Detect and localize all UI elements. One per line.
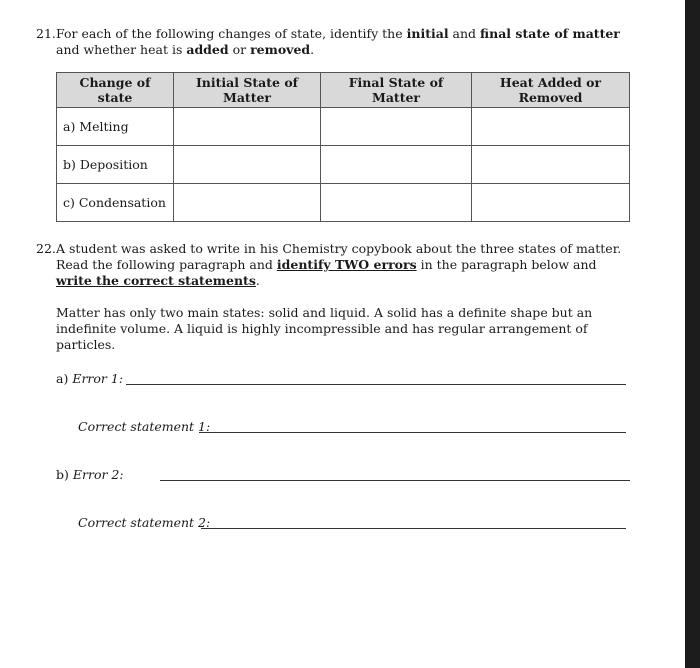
row-label-melting: a) Melting: [57, 108, 174, 146]
row-label-condensation: c) Condensation: [57, 184, 174, 222]
right-edge-bar: [685, 0, 700, 668]
answer-cell[interactable]: [472, 108, 630, 146]
correct-statement-1-answer-line[interactable]: [199, 432, 626, 433]
answer-cell[interactable]: [174, 108, 321, 146]
table-row: [57, 146, 630, 184]
answer-cell[interactable]: [321, 108, 472, 146]
header-change-of-state: Change of state: [57, 73, 174, 108]
answer-cell[interactable]: [472, 184, 630, 222]
error-1-answer-line[interactable]: [126, 384, 626, 385]
table-row: [57, 108, 630, 146]
error-2-answer-line[interactable]: [160, 480, 630, 481]
header-heat: Heat Added or Removed: [472, 73, 630, 108]
question-22-number: 22.: [36, 241, 56, 256]
header-final-state: Final State of Matter: [321, 73, 472, 108]
question-21-text: For each of the following changes of state, identify the initial and final state of matter and whether heat is added or removed.: [56, 26, 620, 57]
correct-statement-2-answer-line[interactable]: [201, 528, 626, 529]
answer-cell[interactable]: [321, 184, 472, 222]
question-22: [36, 241, 636, 289]
answer-cell[interactable]: [472, 146, 630, 184]
answer-cell[interactable]: [174, 184, 321, 222]
error-1-label: a) Error 1:: [56, 371, 124, 386]
student-paragraph: Matter has only two main states: solid and liquid. A solid has a definite shape but an indefinite volume. A liquid is highly incompressible and has regular arrangement of particles.: [56, 305, 593, 352]
question-22-text: A student was asked to write in his Chemistry copybook about the three states of matter. Read the following paragraph and identify TWO errors in the paragraph below and write the correct statements.: [56, 241, 622, 288]
question-21-number: 21.: [36, 26, 56, 41]
correct-statement-1-label: Correct statement 1:: [78, 419, 211, 434]
table-header-row: [57, 73, 630, 108]
table-row: [57, 184, 630, 222]
answer-cell[interactable]: [174, 146, 321, 184]
correct-statement-2-label: Correct statement 2:: [78, 515, 211, 530]
row-label-deposition: b) Deposition: [57, 146, 174, 184]
answer-cell[interactable]: [321, 146, 472, 184]
question-21: [36, 26, 636, 58]
header-initial-state: Initial State of Matter: [174, 73, 321, 108]
error-2-label: b) Error 2:: [56, 467, 124, 482]
states-table: [56, 72, 630, 222]
